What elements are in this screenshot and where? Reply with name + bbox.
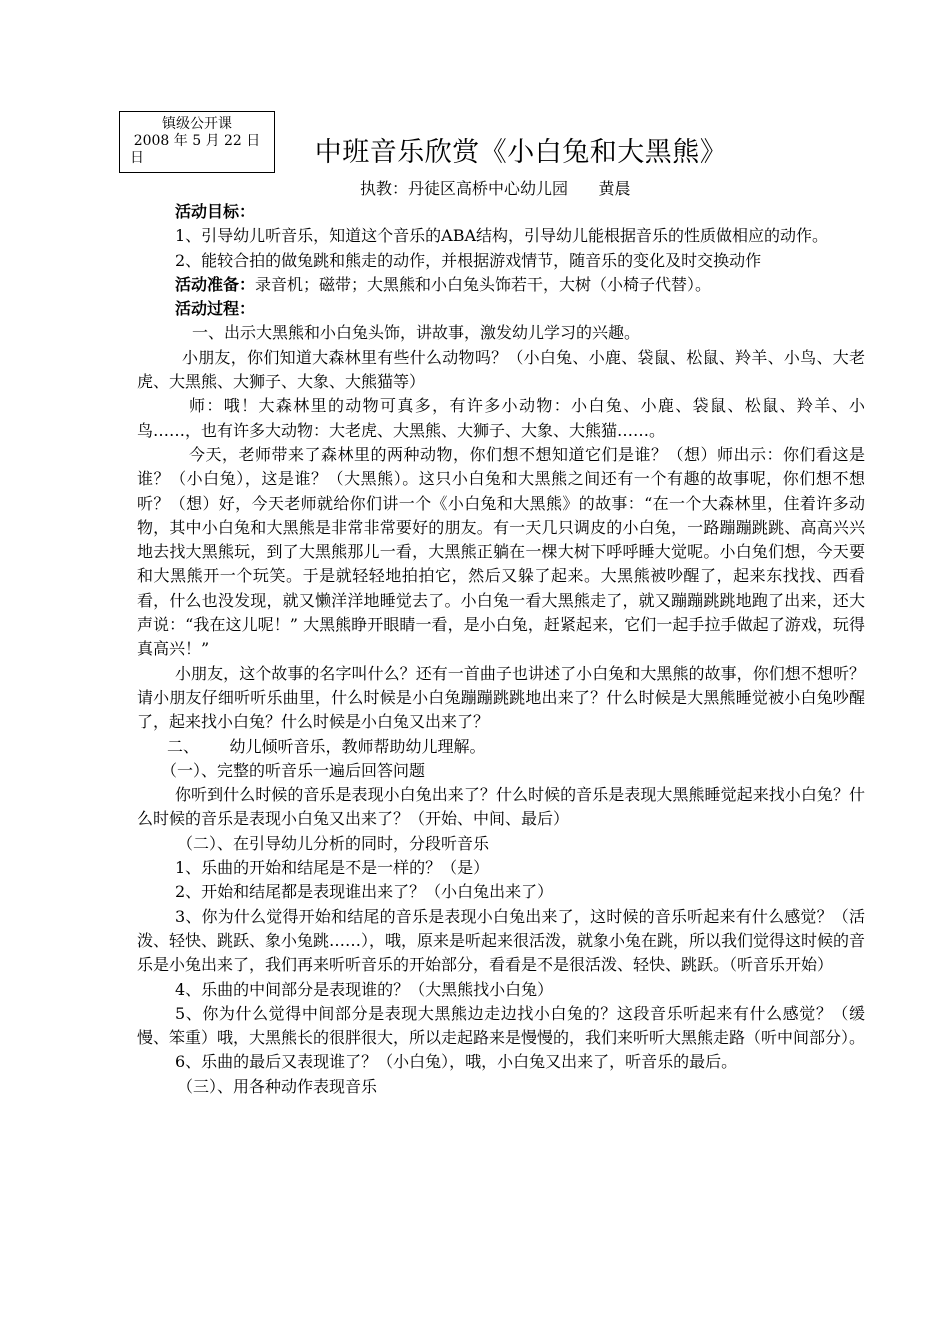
process-paragraph: 小朋友，这个故事的名字叫什么？还有一首曲子也讲述了小白兔和大黑熊的故事，你们想不想听？请小朋友仔细听听乐曲里，什么时候是小白兔蹦蹦跳跳地出来了？什么时候是大黑熊睡觉被小白兔吵醒了，起来找小白兔？什么时候是小白兔又出来了？	[137, 663, 865, 732]
process-paragraph: 3、你为什么觉得开始和结尾的音乐是表现小白兔出来了，这时候的音乐听起来有什么感觉？（活泼、轻快、跳跃、象小兔跳……），哦，原来是听起来很活泼，就象小兔在跳，所以我们觉得这时候的音乐是小兔出来了，我们再来听听音乐的开始部分，看看是不是很活泼、轻快、跳跃。（听音乐开始）	[137, 906, 866, 975]
process-paragraph: （二）、在引导幼儿分析的同时，分段听音乐	[177, 833, 490, 853]
process-paragraph: 5、你为什么觉得中间部分是表现大黑熊边走边找小白兔的？这段音乐听起来有什么感觉？（缓慢、笨重）哦，大黑熊长的很胖很大，所以走起路来是慢慢的，我们来听听大黑熊走路（听中间部分）。	[137, 1003, 866, 1048]
process-heading: 活动过程：	[175, 299, 256, 319]
process-paragraph: 一、出示大黑熊和小白兔头饰，讲故事，激发幼儿学习的兴趣。	[192, 323, 641, 343]
process-paragraph: 6、乐曲的最后又表现谁了？（小白兔），哦，小白兔又出来了，听音乐的最后。	[175, 1052, 738, 1072]
event-date: 2008 年 5 月 22 日	[133, 133, 261, 149]
process-paragraph: 1、乐曲的开始和结尾是不是一样的？（是）	[175, 858, 490, 878]
goals-heading: 活动目标：	[175, 202, 256, 221]
process-paragraph: 二、 幼儿倾听音乐，教师帮助幼儿理解。	[167, 736, 486, 756]
process-paragraph: （三）、用各种动作表现音乐	[177, 1076, 378, 1096]
goal-item-2: 2、能较合拍的做兔跳和熊走的动作，并根据游戏情节，随音乐的变化及时交换动作	[175, 250, 762, 270]
event-type: 镇级公开课	[162, 116, 232, 132]
process-paragraph: 今天，老师带来了森林里的两种动物，你们想不想知道它们是谁？（想）师出示：你们看这是谁？（小白兔），这是谁？（大黑熊）。这只小白兔和大黑熊之间还有一个有趣的故事呢，你们想不想听？（想）好，今天老师就给你们讲一个《小白兔和大黑熊》的故事：“在一个大森林里，住着许多动物，其中小白兔和大黑熊是非常非常要好的朋友。有一天几只调皮的小白兔，一路蹦蹦跳跳、高高兴兴地去找大黑熊玩，到了大黑熊那儿一看，大黑熊正躺在一棵大树下呼呼睡大觉呢。小白兔们想，今天要和大黑熊开一个玩笑。于是就轻轻地拍拍它，然后又躲了起来。大黑熊被吵醒了，起来东找找、西看看，什么也没发现，就又懒洋洋地睡觉去了。小白兔一看大黑熊走了，就又蹦蹦跳跳地跑了出来，还大声说：“我在这儿呢！” 大黑熊睁开眼睛一看，是小白兔，赶紧起来，它们一起手拉手做起了游戏，玩得真高兴！”	[137, 444, 865, 659]
prep-text: 录音机；磁带；大黑熊和小白兔头饰若干，大树（小椅子代替）。	[255, 274, 712, 294]
author-line: 执教：丹徒区高桥中心幼儿园 黄晨	[360, 179, 631, 198]
prep-label: 活动准备：	[175, 274, 256, 294]
document-title: 中班音乐欣赏《小白兔和大黑熊》	[314, 137, 728, 168]
prep-paragraph	[137, 273, 865, 297]
process-paragraph: （一）、完整的听音乐一遍后回答问题	[161, 760, 426, 780]
process-paragraph: 师：哦！大森林里的动物可真多，有许多小动物：小白兔、小鹿、袋鼠、松鼠、羚羊、小鸟……，也有许多大动物：大老虎、大黑熊、大狮子、大象、大熊猫……。	[137, 396, 865, 440]
process-paragraph: 小朋友，你们知道大森林里有些什么动物吗？（小白兔、小鹿、袋鼠、松鼠、羚羊、小鸟、大老虎、大黑熊、大狮子、大象、大熊猫等）	[137, 347, 865, 392]
goal-item-1: 1、引导幼儿听音乐，知道这个音乐的ABA结构，引导幼儿能根据音乐的性质做相应的动作。	[175, 226, 829, 246]
process-paragraph: 你听到什么时候的音乐是表现小白兔出来了？什么时候的音乐是表现大黑熊睡觉起来找小白兔？什么时候的音乐是表现小白兔又出来了？（开始、中间、最后）	[137, 785, 865, 829]
process-paragraph: 2、开始和结尾都是表现谁出来了？（小白兔出来了）	[175, 882, 554, 902]
event-date-overflow: 日	[130, 150, 144, 166]
document-body	[137, 200, 865, 1099]
process-paragraph: 4、乐曲的中间部分是表现谁的？（大黑熊找小白兔）	[175, 979, 554, 999]
